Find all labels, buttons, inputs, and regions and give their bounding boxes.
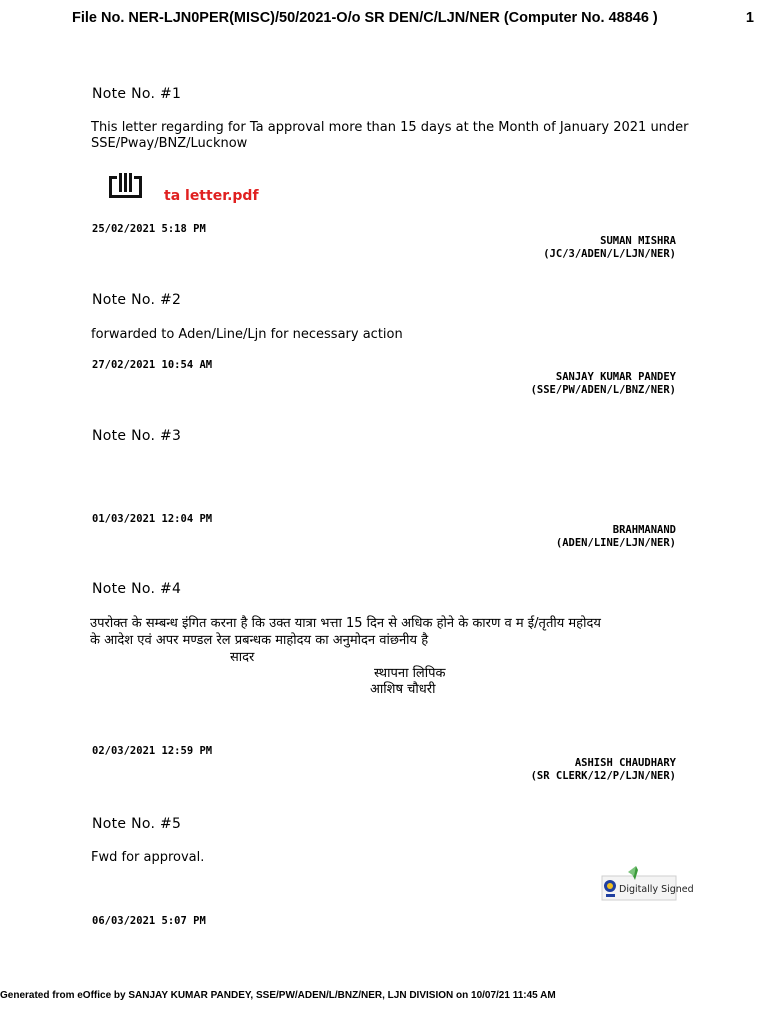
signer-designation: (SR CLERK/12/P/LJN/NER) [530, 770, 676, 782]
signer-name: SUMAN MISHRA [600, 235, 676, 247]
note-signature-3 [556, 524, 676, 550]
note-title-4: Note No. #4 [92, 581, 182, 597]
signer-designation: (SSE/PW/ADEN/L/BNZ/NER) [530, 384, 676, 396]
note-text-2: forwarded to Aden/Line/Ljn for necessary action [91, 327, 403, 342]
note-signature-1 [543, 235, 676, 261]
note-title-3: Note No. #3 [92, 428, 182, 444]
signer-name: ASHISH CHAUDHARY [574, 757, 676, 769]
note-title-1: Note No. #1 [92, 86, 182, 102]
stamp-label: Digitally Signed [619, 884, 694, 895]
note-title-5: Note No. #5 [92, 816, 182, 832]
note-signature-2 [531, 371, 676, 397]
note-date-5: 06/03/2021 5:07 PM [92, 915, 206, 927]
page-number: 1 [745, 10, 754, 26]
note-text-4-line4: स्थापना लिपिक [374, 666, 446, 681]
signer-designation: (ADEN/LINE/LJN/NER) [555, 537, 676, 549]
attachment-link[interactable]: ta letter.pdf [164, 188, 259, 204]
file-number: File No. NER-LJN0PER(MISC)/50/2021-O/o SR DEN/C/LJN/NER (Computer No. 48846 ) [72, 10, 658, 26]
digitally-signed-stamp [602, 864, 694, 900]
note-text-4-line2: के आदेश एवं अपर मण्डल रेल प्रबन्धक माहोदय का अनुमोदन वांछनीय है [90, 633, 429, 648]
note-text-1: This letter regarding for Ta approval more than 15 days at the Month of January 2021 under SSE/Pway/BNZ/Lucknow [91, 120, 689, 151]
note-text-4-line3: सादर [230, 650, 255, 665]
note-text-4-line1: उपरोक्त के सम्बन्ध इंगित करना है कि उक्त यात्रा भत्ता 15 दिन से अधिक होने के कारण व म ई/तृतीय महोदय [90, 616, 601, 631]
signer-designation: (JC/3/ADEN/L/LJN/NER) [543, 248, 676, 260]
signer-name: SANJAY KUMAR PANDEY [555, 371, 676, 383]
signer-name: BRAHMANAND [612, 524, 676, 536]
note-signature-4 [531, 757, 676, 783]
note-text-4-line5: आशिष चौधरी [370, 682, 436, 697]
note-date-4: 02/03/2021 12:59 PM [92, 745, 213, 757]
page-footer: Generated from eOffice by SANJAY KUMAR PANDEY, SSE/PW/ADEN/L/BNZ/NER, LJN DIVISION on 10/07/21 11:45 AM [0, 990, 556, 1001]
pdf-file-icon[interactable] [108, 172, 144, 206]
file-header [72, 10, 762, 26]
note-date-1: 25/02/2021 5:18 PM [92, 223, 206, 235]
note-date-3: 01/03/2021 12:04 PM [92, 513, 213, 525]
note-title-2: Note No. #2 [92, 292, 182, 308]
note-text-5: Fwd for approval. [91, 850, 205, 865]
note-date-2: 27/02/2021 10:54 AM [92, 359, 213, 371]
attachment[interactable] [108, 172, 259, 206]
